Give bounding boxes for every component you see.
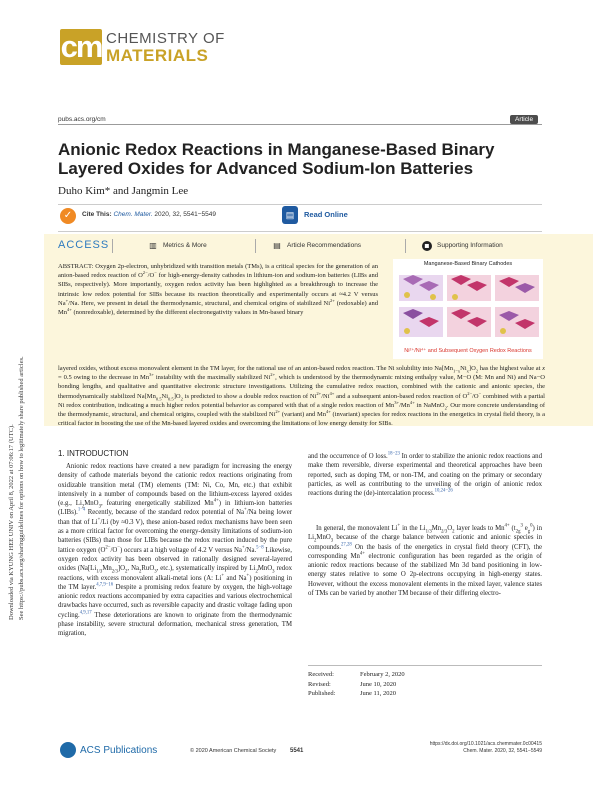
- access-separator: [405, 239, 406, 253]
- access-separator: [255, 239, 256, 253]
- article-dates: [308, 665, 542, 699]
- doi-block: [420, 741, 542, 755]
- intro-column-right-p2: In general, the monovalent Li+ in the $Li_{1/3}Mn_{2/3}O_2$ layer leads to $Mn^{4+}$ ($t_{2g}^3$ $e_g^0$) in $Li_2MnO_3$ because of the charge balance between cationic and anionic species in compounds.$^{27,28}$ On the basis of the energetics in crystal field theory (CFT), the corresponding $Mn^{4+}$ electronic configuration has been regarded as the origin of anionic redox reactions because of the stabilized Mn 3d band positioning in low-energy states relative to some O 2p-electrons occupying in high-energy states. However, without the excess monovalent elements in the mixed layer, valence states of TMs can be varied by another TM because of their differing electro-: [308, 523, 543, 598]
- cite-details: 2020, 32, 5541−5549: [154, 211, 217, 218]
- supporting-info-link[interactable]: Supporting Information: [437, 242, 503, 249]
- intro-column-right-p1: and the occurrence of O loss.$^{18-23}$ In order to stabilize the anionic redox reactions and make them reversible, diverse experimental and theoretical approaches have been reported, such as doping TM, or non-TM, and coating on the primary or secondary particles, as well as contributing to the unveiling of the origin of anionic redox reactions during the (de)-intercalation process.$^{10,24-26}$: [308, 451, 542, 498]
- graphic-caption-top: Manganese-Based Binary Cathodes: [423, 261, 513, 267]
- metrics-icon[interactable]: ▥: [149, 241, 157, 250]
- published-label: Published:: [308, 690, 336, 697]
- crystal-structure-illustration: [393, 259, 543, 359]
- header-divider: [58, 124, 542, 125]
- cite-text: [82, 211, 216, 218]
- structure-panel-4: [399, 307, 443, 337]
- download-notice-line2: See https://pubs.acs.org/sharingguidelines for options on how to legitimately share published articles.: [18, 356, 25, 620]
- doi-link[interactable]: https://dx.doi.org/10.1021/acs.chemmater.0c00415: [429, 741, 542, 747]
- intro-column-left: Anionic redox reactions have created a new paradigm for increasing the energy density of cathode materials beyond the cationic redox reactions originating from oxidizable transition metal (TM) elements (TM: Ni, Co, Mn, etc.) that exhibit intensively in a number of compounds based on the lithium-excess layered oxides (e.g., $Li_2MnO_3$, featuring energetically stabilized $Mn^{4+}$) in lithium-ion batteries (LIBs).$^{1-4}$ Recently, because of the standard redox potential of Na+/Na being lower than that of Li+/Li (by ≈0.3 V), these anion-based redox mechanisms have been seen as a more critical factor for overcoming the energy-density limitations of sodium-ion batteries (SIBs) than those for LIBs because the redox reaction induced by the pure lattice oxygen $(O^{2-}/O^-)$ occurs at a high voltage of 4.2 V versus Na+/Na.$^{5-8}$ Likewise, oxygen redox activity has been observed in rationally designed several-layered oxides ($Na[Li_{1/3}Mn_{2/3}]O_2$, $Na_2RuO_3$, etc.), systematically inspired by $Li_2MnO_3$ redox reactions, with excess monovalent alkali-metal ions (A: Li+ and Na+) positioning in the TM layer.$^{4,7,9-16}$ Despite a promising redox feature by oxygen, the high-voltage anionic redox reactions accompanied by extra capacities and various electrochemical drawbacks have occurred, such as reversible capacity and drastic voltage fading upon cycling.$^{4,9,17}$ These deteriorations are known to originate from the thermodynamic phase instability, severe structural deformation, mechanical stress generation, TM migration,: [58, 463, 293, 638]
- recommendations-icon[interactable]: ▤: [273, 241, 281, 250]
- cite-bar: [58, 204, 542, 232]
- access-separator: [112, 239, 113, 253]
- journal-name-line1: CHEMISTRY OF: [106, 30, 225, 47]
- footer-citation: Chem. Mater. 2020, 32, 5541−5549: [463, 748, 542, 754]
- supporting-info-icon[interactable]: ▪: [422, 241, 432, 251]
- journal-logo-mark: cm: [60, 29, 102, 64]
- copyright: © 2020 American Chemical Society: [190, 748, 277, 754]
- article-title: Anionic Redox Reactions in Manganese-Based Binary Layered Oxides for Advanced Sodium-Ion Batteries: [58, 140, 495, 178]
- structure-panel-6: [495, 307, 539, 337]
- cite-label: Cite This:: [82, 211, 112, 218]
- graphic-caption-bottom: Ni²⁺/Ni⁴⁺ and Subsequent Oxygen Redox Reactions: [404, 348, 532, 354]
- access-label: ACCESS: [58, 239, 110, 251]
- revised-row: [308, 680, 542, 690]
- read-online-button[interactable]: Read Online: [304, 210, 348, 219]
- article-type-badge: Article: [510, 115, 538, 124]
- section-heading: 1. INTRODUCTION: [58, 449, 129, 458]
- abstract-graphic: [393, 259, 543, 359]
- structure-panel-2: [447, 275, 491, 301]
- revised-label: Revised:: [308, 680, 331, 688]
- structure-panel-5: [447, 307, 491, 337]
- received-date: February 2, 2020: [360, 671, 405, 678]
- publisher-name[interactable]: ACS Publications: [80, 745, 158, 756]
- published-row: [308, 689, 542, 699]
- site-link[interactable]: pubs.acs.org/cm: [58, 116, 106, 123]
- metrics-link[interactable]: Metrics & More: [163, 242, 207, 249]
- received-row: [308, 670, 542, 680]
- abstract-text-top: ABSTRACT: Oxygen 2p-electron, unhybridized with transition metals (TMs), is a critical species for the generation of an anion-based redox reaction of $O^{2-}/O^-$ for high-energy-density cathodes in lithium-ion and sodium-ion batteries (LIBs and SIBs, respectively). More importantly, oxygen redox activity has been highlighted as a breakthrough to increase the intrinsic low redox potential for SIBs because its reaction theoretically and experimentally occurs at ≈4.2 V versus Na+/Na. Here, we present in detail the thermodynamic, structural, and chemical origins of stabilized $Ni^{2+}$ (redoxable) and $Mn^{4+}$ (nonredoxable), determined by the different electronegativity values in Mn-based binary: [58, 263, 378, 317]
- read-online-icon[interactable]: ▤: [282, 206, 298, 224]
- received-label: Received:: [308, 671, 334, 678]
- acs-logo-icon: [60, 742, 76, 758]
- revised-date: June 10, 2020: [360, 680, 397, 688]
- abstract-text-bottom: layered oxides, without excess monovalent element in the TM layer, for the rational use of an anion-based redox reaction. The Ni solubility into $Na[Mn_{1-x}Ni_x]O_2$ has the highest value at x = 0.5 owing to the decrease in $Mn^{3+}$ instability with the maximally stabilized $Ni^{2+}$, which is understood by the thermodynamic mixing enthalpy value, M−O (M: Mn and Ni) and Na−O bonding lengths, and qualitative and quantitative electronic structure investigations. Utilizing the cumulative redox reaction, combined with the cationic and anionic species, the thermodynamically stabilized $Na[Mn_{0.5}Ni_{0.5}]O_2$ is predicted to show a double redox reaction of $Ni^{2+}/Ni^{4+}$ and a subsequent anion-based redox reaction of $O^{2-}/O^-$ combined with a partial Ni redox contribution, indicating a much higher redox potential behavior as compared with that of a single redox reaction of $Mn^{3+}/Mn^{4+}$ in NaMnO$_2$. Our more concrete understanding of the thermodynamic, structural, and chemical origins, coupled with the stabilized $Ni^{2+}$ (variant) and $Mn^{4+}$ (invariant) species for redox reactions in the energetics in crystal field theory, is a critical factor in boosting the use of the Mn-based layered oxides and overcoming the limitations of low energy density for SIBs.: [58, 365, 545, 428]
- published-date: June 11, 2020: [360, 690, 397, 697]
- structure-panel-1: [399, 275, 443, 301]
- cite-icon[interactable]: ✓: [60, 208, 76, 224]
- cite-journal[interactable]: Chem. Mater.: [113, 211, 153, 218]
- author-list: Duho Kim* and Jangmin Lee: [58, 185, 189, 197]
- journal-name-line2: MATERIALS: [106, 46, 209, 65]
- download-notice-line1: Downloaded via KYUNG HEE UNIV on April 8, 2022 at 07:06:17 (UTC).: [8, 424, 15, 620]
- page-number: 5541: [290, 748, 304, 754]
- download-notice: [2, 230, 32, 620]
- structure-panel-3: [495, 275, 539, 301]
- recommendations-link[interactable]: Article Recommendations: [287, 242, 362, 249]
